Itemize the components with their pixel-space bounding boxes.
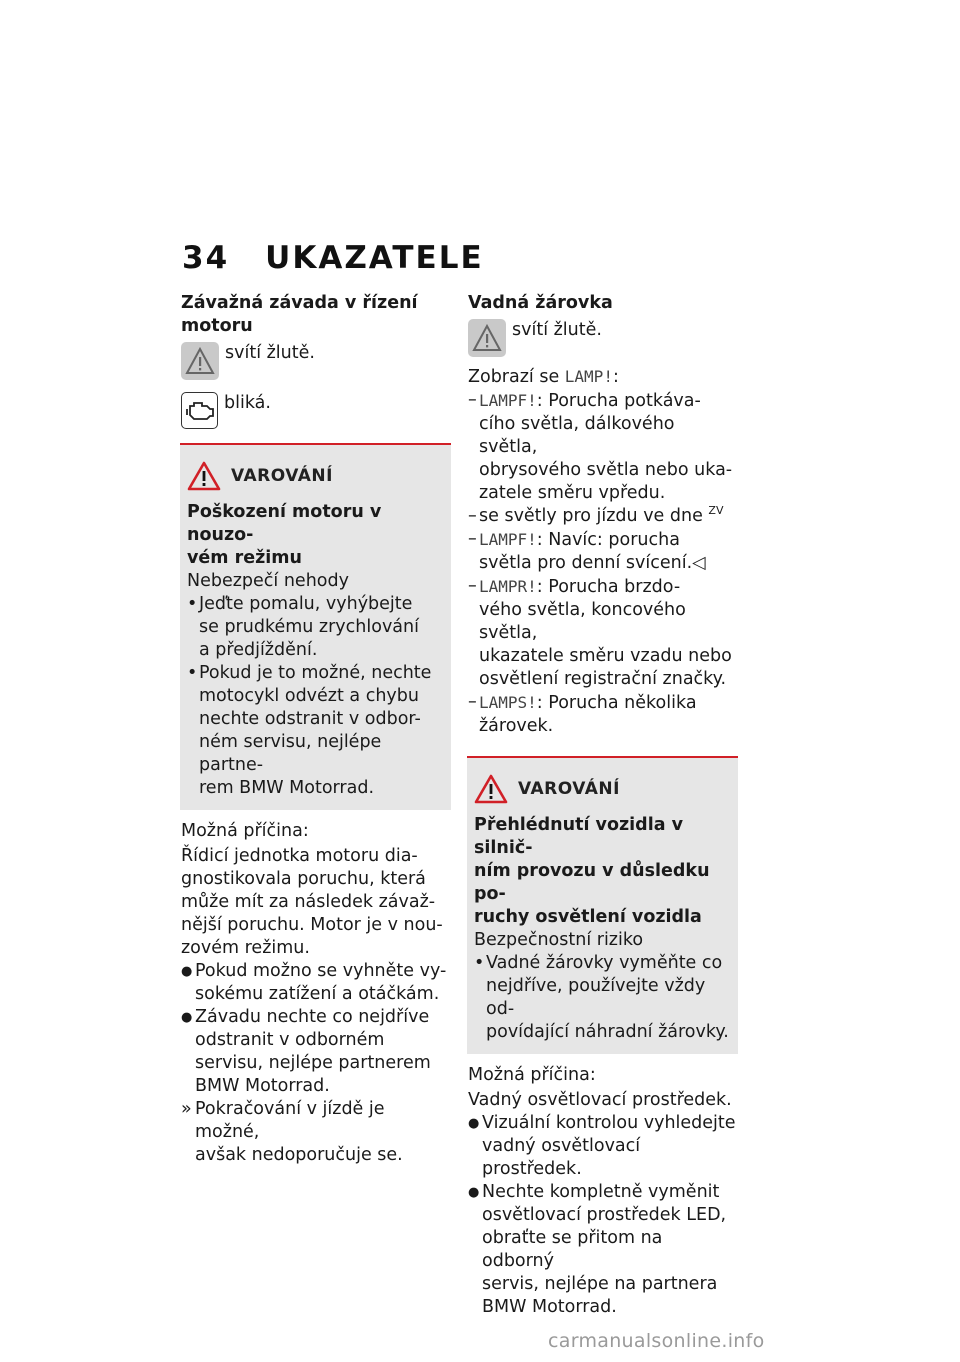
title-line: Přehlédnutí vozidla v silnič- <box>474 815 684 858</box>
warning-triangle-icon <box>187 461 221 491</box>
warning-box <box>180 443 451 810</box>
warning-header <box>187 461 443 491</box>
fault-text: LAMPF!: Navíc: porucha světla pro denní svícení.◁ <box>479 530 706 573</box>
action-text <box>482 1112 738 1181</box>
warning-bullet <box>187 662 443 800</box>
fault-text: LAMPR!: Porucha brzdo- vého světla, koncového světla, ukazatele směru vzadu nebo osvětlení registrační značky. <box>479 577 732 689</box>
action-mark: ● <box>468 1116 480 1131</box>
line: Řídicí jednotka motoru dia- <box>181 846 418 866</box>
line: Nechte kompletně vyměnit <box>482 1182 720 1202</box>
indicator-text: bliká. <box>224 393 271 413</box>
action-item <box>181 960 451 1006</box>
line: Porucha potkáva- <box>548 391 701 411</box>
line: se světly pro jízdu ve dne <box>479 506 703 526</box>
line: Porucha brzdo- <box>548 577 681 597</box>
cause-text: Vadný osvětlovací prostředek. <box>468 1090 732 1110</box>
line: servisu, nejlépe partnerem <box>195 1053 431 1073</box>
result-item <box>181 1098 451 1167</box>
line: motocykl odvézt a chybu <box>199 686 419 706</box>
line: gnostikovala poruchu, která <box>181 869 426 889</box>
warning-risk: Bezpečnostní riziko <box>474 930 644 950</box>
indicator-row-warning <box>181 342 451 380</box>
line: Jeďte pomalu, vyhýbejte <box>199 594 413 614</box>
fault-item <box>468 389 738 505</box>
action-text <box>195 960 446 1006</box>
line: Navíc: porucha <box>548 530 680 550</box>
display-code: LAMPF! <box>479 530 537 549</box>
line: světla pro denní svícení.◁ <box>479 553 706 573</box>
line: ném servisu, nejlépe partne- <box>199 732 382 775</box>
line: a předjíždění. <box>199 640 318 660</box>
line: Závadu nechte co nejdříve <box>195 1007 430 1027</box>
action-item <box>181 1006 451 1098</box>
action-text <box>482 1181 738 1319</box>
bullet-text <box>199 593 419 662</box>
section-heading-bulb: Vadná žárovka <box>468 293 613 313</box>
line: odstranit v odborném <box>195 1030 385 1050</box>
left-column <box>181 292 451 1167</box>
line: obrysového světla nebo uka- <box>479 460 733 480</box>
page-number: 34 <box>182 240 230 276</box>
bullet-mark: • <box>474 953 485 973</box>
line: Pokud je to možné, nechte <box>199 663 432 683</box>
line: vadný osvětlovací prostředek. <box>482 1136 641 1179</box>
warning-bullet <box>187 593 443 662</box>
line: sokému zatížení a otáčkám. <box>195 984 440 1004</box>
heading-line: Závažná závada v řízení <box>181 293 418 313</box>
fault-item <box>468 505 738 528</box>
dash-mark: – <box>468 390 477 410</box>
line: se prudkému zrychlování <box>199 617 419 637</box>
warning-risk: Nebezpečí nehody <box>187 571 349 591</box>
display-line <box>468 365 738 389</box>
dash-mark: – <box>468 529 477 549</box>
fault-item <box>468 575 738 691</box>
line: osvětlovací prostředek LED, <box>482 1205 727 1225</box>
engine-check-light-icon <box>181 392 218 429</box>
cause-text <box>181 845 451 960</box>
line: BMW Motorrad. <box>482 1297 617 1317</box>
cause-label: Možná příčina: <box>181 821 309 841</box>
indicator-text: svítí žlutě. <box>512 320 602 340</box>
action-text <box>195 1006 431 1098</box>
warning-label: VAROVÁNÍ <box>231 466 333 486</box>
fault-text <box>479 505 723 528</box>
dash-mark: – <box>468 576 477 596</box>
display-code: LAMP! <box>564 367 613 386</box>
line: může mít za následek závaž- <box>181 892 436 912</box>
title-line: Poškození motoru v nouzo- <box>187 502 382 545</box>
bullet-text <box>199 662 443 800</box>
bullet-mark: • <box>187 594 198 614</box>
chapter-title: UKAZATELE <box>265 240 484 276</box>
line: Vizuální kontrolou vyhledejte <box>482 1113 736 1133</box>
indicator-row-warning <box>468 319 738 357</box>
bullet-text <box>486 952 730 1044</box>
line: osvětlení registrační značky. <box>479 669 727 689</box>
line: Pokračování v jízdě je možné, <box>195 1099 385 1142</box>
watermark: carmanualsonline.info <box>548 1330 765 1352</box>
result-mark: » <box>181 1099 192 1119</box>
action-item <box>468 1112 738 1181</box>
line: BMW Motorrad. <box>195 1076 330 1096</box>
line: ukazatele směru vzadu nebo <box>479 646 732 666</box>
fault-text: LAMPS!: Porucha několika žárovek. <box>479 693 697 736</box>
line: zatele směru vpředu. <box>479 483 666 503</box>
display-code: LAMPS! <box>479 693 537 712</box>
warning-triangle-icon <box>474 774 508 804</box>
fault-item <box>468 528 738 575</box>
result-text <box>195 1098 451 1167</box>
action-mark: ● <box>468 1185 480 1200</box>
line: Vadné žárovky vyměňte co <box>486 953 723 973</box>
fault-item <box>468 691 738 738</box>
warning-label: VAROVÁNÍ <box>518 779 620 799</box>
line: Pokud možno se vyhněte vy- <box>195 961 447 981</box>
heading-line: motoru <box>181 316 253 336</box>
section-heading-engine <box>181 292 451 338</box>
line: avšak nedoporučuje se. <box>195 1145 403 1165</box>
action-mark: ● <box>181 964 193 979</box>
line: povídající náhradní žárovky. <box>486 1022 729 1042</box>
line: vého světla, koncového světla, <box>479 600 686 643</box>
bullet-mark: • <box>187 663 198 683</box>
action-mark: ● <box>181 1010 193 1025</box>
warning-title <box>187 501 443 570</box>
warning-box <box>467 756 738 1054</box>
indicator-text: svítí žlutě. <box>225 343 315 363</box>
warning-bullet <box>474 952 730 1044</box>
title-line: ním provozu v důsledku po- <box>474 861 710 904</box>
right-column <box>468 292 738 1319</box>
title-line: vém režimu <box>187 548 302 568</box>
dash-mark: – <box>468 506 477 526</box>
line: žárovek. <box>479 716 554 736</box>
line: Porucha několika <box>548 693 697 713</box>
line: nechte odstranit v odbor- <box>199 709 421 729</box>
general-warning-light-icon <box>181 342 219 380</box>
text: Zobrazí se <box>468 367 565 387</box>
line: rem BMW Motorrad. <box>199 778 375 798</box>
line: servis, nejlépe na partnera <box>482 1274 718 1294</box>
line: nější poruchu. Motor je v nou- <box>181 915 443 935</box>
dash-mark: – <box>468 692 477 712</box>
warning-header <box>474 774 730 804</box>
general-warning-light-icon <box>468 319 506 357</box>
warning-title <box>474 814 730 929</box>
display-code: LAMPF! <box>479 391 537 410</box>
display-code: LAMPR! <box>479 577 537 596</box>
text: : <box>612 367 619 387</box>
option-superscript: ZV <box>708 504 724 518</box>
action-item <box>468 1181 738 1319</box>
line: cího světla, dálkového světla, <box>479 414 675 457</box>
line: obraťte se přitom na odborný <box>482 1228 663 1271</box>
indicator-row-engine <box>181 392 451 429</box>
line: zovém režimu. <box>181 938 310 958</box>
fault-text: LAMPF!: Porucha potkáva- cího světla, dálkového světla, obrysového světla nebo uka- zatele směru vpředu. <box>479 391 733 503</box>
page-header <box>182 240 484 276</box>
cause-label: Možná příčina: <box>468 1065 596 1085</box>
line: nejdříve, používejte vždy od- <box>486 976 706 1019</box>
title-line: ruchy osvětlení vozidla <box>474 907 702 927</box>
